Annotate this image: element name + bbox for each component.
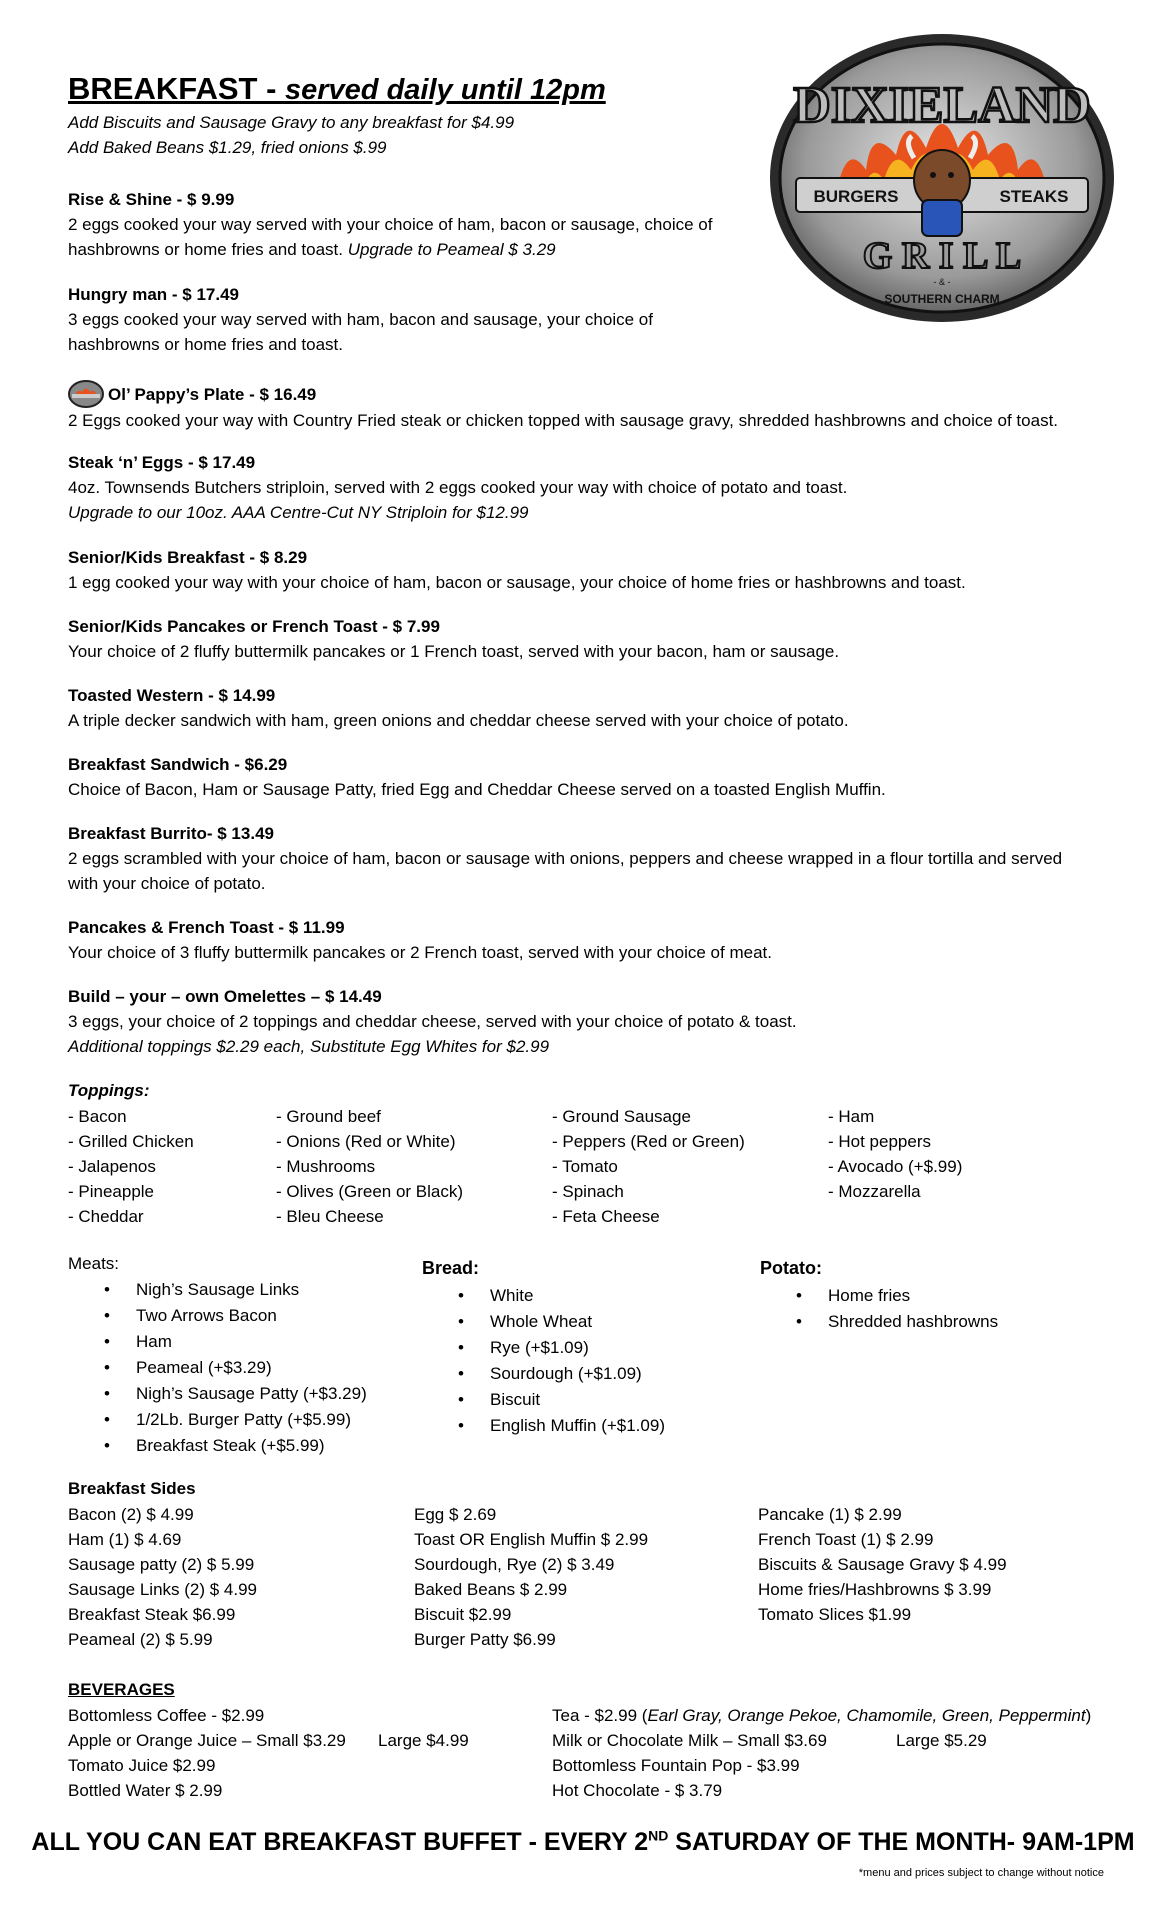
potato-option: • Home fries (760, 1283, 998, 1309)
menu-item-name: Rise & Shine - $ 9.99 (68, 190, 235, 209)
side-item: Tomato Slices $1.99 (758, 1605, 912, 1624)
bread-heading: Bread: (422, 1258, 480, 1278)
meats-heading: Meats: (68, 1254, 120, 1273)
buffet-banner: ALL YOU CAN EAT BREAKFAST BUFFET - EVERY 2ND SATURDAY OF THE MONTH- 9AM-1PM (31, 1827, 1135, 1856)
menu-item-desc: hashbrowns or home fries and toast. (68, 240, 348, 259)
toppings-heading: Toppings: (68, 1081, 150, 1100)
menu-item-name: Senior/Kids Pancakes or French Toast - $ 7.99 (68, 617, 440, 636)
menu-item-omelettes (68, 984, 1098, 1059)
menu-item-name: Hungry man - $ 17.49 (68, 285, 240, 304)
menu-item-desc: with your choice of potato. (68, 874, 266, 893)
beverage-coffee: Bottomless Coffee - $2.99 (68, 1706, 265, 1725)
meat-option: • Nigh’s Sausage Links (68, 1277, 367, 1303)
side-item: Biscuit $2.99 (414, 1605, 512, 1624)
bread-option: • Rye (+$1.09) (422, 1335, 665, 1361)
logo-burgers: BURGERS (813, 187, 899, 206)
topping-item: - Bacon (68, 1107, 127, 1126)
menu-item-name: Build – your – own Omelettes – $ 14.49 (68, 987, 382, 1006)
beverage-water: Bottled Water $ 2.99 (68, 1781, 223, 1800)
menu-item-desc: 3 eggs, your choice of 2 toppings and cheddar cheese, served with your choice of potato & toast. (68, 1012, 797, 1031)
menu-item-name: Breakfast Burrito- $ 13.49 (68, 824, 274, 843)
menu-item-desc: hashbrowns or home fries and toast. (68, 335, 343, 354)
side-item: Egg $ 2.69 (414, 1505, 497, 1524)
menu-item-name: Breakfast Sandwich - $6.29 (68, 755, 288, 774)
menu-item-toasted-western (68, 683, 1098, 733)
side-item: Baked Beans $ 2.99 (414, 1580, 568, 1599)
bread-option: • White (422, 1283, 665, 1309)
topping-item: - Avocado (+$.99) (828, 1157, 963, 1176)
topping-item: - Ground Sausage (552, 1107, 691, 1126)
menu-item-ol-pappys-plate (68, 380, 1098, 433)
menu-item-name: Senior/Kids Breakfast - $ 8.29 (68, 548, 308, 567)
beverage-tomato-juice: Tomato Juice $2.99 (68, 1756, 216, 1775)
topping-item: - Tomato (552, 1157, 618, 1176)
logo-tagline: SOUTHERN CHARM (884, 292, 1000, 306)
logo-grill: G R I L L (862, 235, 1022, 277)
toppings-col-4 (828, 1104, 962, 1204)
side-item: Sausage Links (2) $ 4.99 (68, 1580, 258, 1599)
side-item: Toast OR English Muffin $ 2.99 (414, 1530, 649, 1549)
bread-option: • Biscuit (422, 1387, 665, 1413)
sides-col-3 (758, 1502, 1007, 1627)
beverages-heading: BEVERAGES (68, 1680, 175, 1699)
menu-item-desc: 1 egg cooked your way with your choice of ham, bacon or sausage, your choice of home fries or hashbrowns and toast. (68, 573, 966, 592)
logo-amp: - & - (933, 277, 951, 287)
sides-col-2 (414, 1502, 648, 1652)
logo-name: DIXIELAND (793, 77, 1091, 134)
topping-item: - Feta Cheese (552, 1207, 660, 1226)
meat-option: • Peameal (+$3.29) (68, 1355, 367, 1381)
potato-list (760, 1283, 998, 1335)
side-item: Biscuits & Sausage Gravy $ 4.99 (758, 1555, 1007, 1574)
price-notice: *menu and prices subject to change without notice (858, 1867, 1104, 1879)
topping-item: - Jalapenos (68, 1157, 156, 1176)
meat-option: • Two Arrows Bacon (68, 1303, 367, 1329)
meat-option: • Ham (68, 1329, 367, 1355)
bread-list (422, 1283, 665, 1439)
beverage-hot-chocolate: Hot Chocolate - $ 3.79 (552, 1781, 723, 1800)
menu-item-desc: Your choice of 2 fluffy buttermilk pancakes or 1 French toast, served with your bacon, ham or sausage. (68, 642, 840, 661)
topping-item: - Grilled Chicken (68, 1132, 194, 1151)
topping-item: - Spinach (552, 1182, 624, 1201)
menu-item-pancakes-french-toast (68, 915, 1098, 965)
meat-option: • Breakfast Steak (+$5.99) (68, 1433, 367, 1459)
topping-item: - Pineapple (68, 1182, 155, 1201)
topping-item: - Olives (Green or Black) (276, 1182, 464, 1201)
dixieland-small-logo-icon (68, 380, 104, 408)
tea-varieties: Earl Gray, Orange Pekoe, Chamomile, Green, Peppermint (647, 1706, 1086, 1725)
menu-item-senior-kids-pancakes (68, 614, 1098, 664)
topping-item: - Bleu Cheese (276, 1207, 384, 1226)
beverage-tea: Tea - $2.99 (Earl Gray, Orange Pekoe, Chamomile, Green, Peppermint) (552, 1706, 1092, 1725)
menu-item-desc: A triple decker sandwich with ham, green onions and cheddar cheese served with your choice of potato. (68, 711, 849, 730)
logo-steaks: STEAKS (999, 187, 1069, 206)
topping-item: - Mozzarella (828, 1182, 921, 1201)
bread-option: • English Muffin (+$1.09) (422, 1413, 665, 1439)
side-item: Ham (1) $ 4.69 (68, 1530, 182, 1549)
side-item: Peameal (2) $ 5.99 (68, 1630, 213, 1649)
header-note-gravy: Add Biscuits and Sausage Gravy to any breakfast for $4.99 (68, 113, 515, 132)
sides-col-1 (68, 1502, 257, 1652)
meat-option: • Nigh’s Sausage Patty (+$3.29) (68, 1381, 367, 1407)
menu-item-rise-shine (68, 187, 1098, 262)
toppings-col-1 (68, 1104, 194, 1229)
menu-item-desc: 2 Eggs cooked your way with Country Fried steak or chicken topped with sausage gravy, shredded hashbrowns and choice of toast. (68, 411, 1059, 430)
beverage-milk-large: Large $5.29 (896, 1731, 987, 1750)
menu-item-senior-kids-breakfast (68, 545, 1098, 595)
menu-item-upgrade: Upgrade to our 10oz. AAA Centre-Cut NY Striploin for $12.99 (68, 503, 529, 522)
meat-option: • 1/2Lb. Burger Patty (+$5.99) (68, 1407, 367, 1433)
menu-item-steak-n-eggs (68, 450, 1098, 525)
menu-item-desc: 4oz. Townsends Butchers striploin, served with 2 eggs cooked your way with choice of potato and toast. (68, 478, 848, 497)
menu-item-breakfast-sandwich (68, 752, 1098, 802)
page-title: BREAKFAST - served daily until 12pm (68, 71, 606, 106)
menu-item-name: Toasted Western - $ 14.99 (68, 686, 276, 705)
side-item: Sausage patty (2) $ 5.99 (68, 1555, 255, 1574)
potato-option: • Shredded hashbrowns (760, 1309, 998, 1335)
side-item: French Toast (1) $ 2.99 (758, 1530, 934, 1549)
side-item: Home fries/Hashbrowns $ 3.99 (758, 1580, 992, 1599)
topping-item: - Hot peppers (828, 1132, 931, 1151)
toppings-col-3 (552, 1104, 745, 1229)
menu-item-desc: 2 eggs cooked your way served with your choice of ham, bacon or sausage, choice of (68, 215, 713, 234)
beverage-fountain-pop: Bottomless Fountain Pop - $3.99 (552, 1756, 800, 1775)
side-item: Breakfast Steak $6.99 (68, 1605, 236, 1624)
beverage-juice: Apple or Orange Juice – Small $3.29 (68, 1731, 346, 1750)
menu-item-name: Steak ‘n’ Eggs - $ 17.49 (68, 453, 256, 472)
menu-item-desc: Choice of Bacon, Ham or Sausage Patty, fried Egg and Cheddar Cheese served on a toasted English Muffin. (68, 780, 886, 799)
menu-item-upgrade: Upgrade to Peameal $ 3.29 (347, 240, 556, 259)
menu-item-desc: 2 eggs scrambled with your choice of ham, bacon or sausage with onions, peppers and cheese wrapped in a flour tortilla and served (68, 849, 1063, 868)
menu-item-hungry-man (68, 282, 1098, 357)
topping-item: - Mushrooms (276, 1157, 376, 1176)
topping-item: - Cheddar (68, 1207, 144, 1226)
meats-list (68, 1277, 367, 1459)
side-item: Bacon (2) $ 4.99 (68, 1505, 194, 1524)
menu-item-upgrade: Additional toppings $2.29 each, Substitute Egg Whites for $2.99 (68, 1037, 550, 1056)
menu-item-desc: 3 eggs cooked your way served with ham, bacon and sausage, your choice of (68, 310, 653, 329)
topping-item: - Peppers (Red or Green) (552, 1132, 745, 1151)
menu-item-desc: Your choice of 3 fluffy buttermilk pancakes or 2 French toast, served with your choice of meat. (68, 943, 772, 962)
toppings-col-2 (276, 1104, 463, 1229)
bread-option: • Whole Wheat (422, 1309, 665, 1335)
menu-item-name: Ol’ Pappy’s Plate - $ 16.49 (108, 384, 317, 404)
potato-heading: Potato: (760, 1258, 822, 1278)
bread-option: • Sourdough (+$1.09) (422, 1361, 665, 1387)
topping-item: - Onions (Red or White) (276, 1132, 456, 1151)
side-item: Pancake (1) $ 2.99 (758, 1505, 902, 1524)
header-note-beans: Add Baked Beans $1.29, fried onions $.99 (68, 138, 387, 157)
side-item: Burger Patty $6.99 (414, 1630, 556, 1649)
beverage-juice-large: Large $4.99 (378, 1731, 469, 1750)
beverage-milk: Milk or Chocolate Milk – Small $3.69 (552, 1731, 827, 1750)
menu-item-breakfast-burrito (68, 821, 1098, 896)
topping-item: - Ground beef (276, 1107, 381, 1126)
topping-item: - Ham (828, 1107, 875, 1126)
sides-heading: Breakfast Sides (68, 1479, 196, 1498)
side-item: Sourdough, Rye (2) $ 3.49 (414, 1555, 615, 1574)
menu-item-name: Pancakes & French Toast - $ 11.99 (68, 918, 345, 937)
